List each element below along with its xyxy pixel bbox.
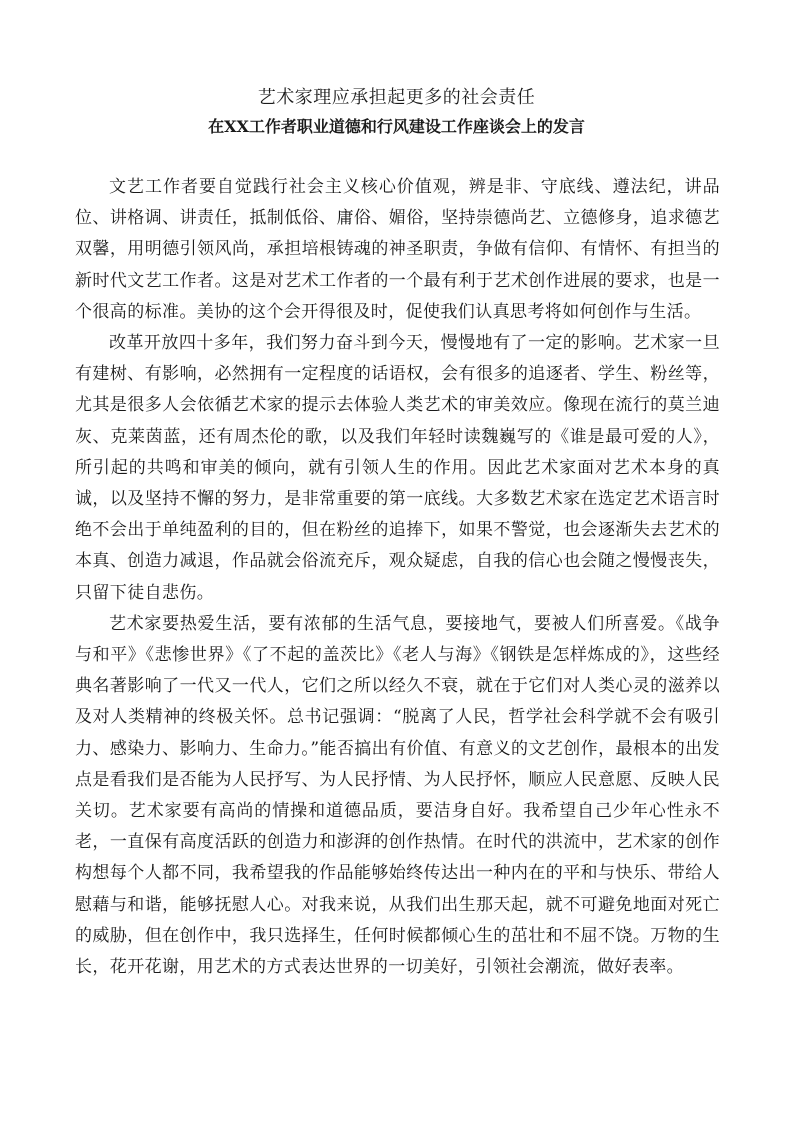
paragraph-1: 文艺工作者要自觉践行社会主义核心价值观，辨是非、守底线、遵法纪，讲品位、讲格调、讲责任，抵制低俗、庸俗、媚俗，坚持崇德尚艺、立德修身，追求德艺双馨，用明德引领风尚，承担培根铸魂的神圣职责，争做有信仰、有情怀、有担当的新时代文艺工作者。这是对艺术工作者的一个最有利于艺术创作进展的要求，也是一个很高的标准。美协的这个会开得很及时，促使我们认真思考将如何创作与生活。 [75, 177, 720, 322]
document-title: 艺术家理应承担起更多的社会责任 [257, 87, 536, 108]
document-subtitle: 在XX工作者职业道德和行风建设工作座谈会上的发言 [208, 117, 585, 136]
paragraph-2: 改革开放四十多年，我们努力奋斗到今天，慢慢地有了一定的影响。艺术家一旦有建树、有影响，必然拥有一定程度的话语权，会有很多的追逐者、学生、粉丝等，尤其是很多人会依循艺术家的提示去体验人类艺术的审美效应。像现在流行的莫兰迪灰、克莱茵蓝，还有周杰伦的歌，以及我们年轻时读魏巍写的《谁是最可爱的人》，所引起的共鸣和审美的倾向，就有引领人生的作用。因此艺术家面对艺术本身的真诚，以及坚持不懈的努力，是非常重要的第一底线。大多数艺术家在选定艺术语言时绝不会出于单纯盈利的目的，但在粉丝的追捧下，如果不警觉，也会逐渐失去艺术的本真、创造力减退，作品就会俗流充斥，观众疑虑，自我的信心也会随之慢慢丧失，只留下徒自悲伤。 [75, 333, 720, 603]
document-body [75, 172, 720, 983]
paragraph-3: 艺术家要热爱生活，要有浓郁的生活气息，要接地气，要被人们所喜爱。《战争与和平》《悲惨世界》《了不起的盖茨比》《老人与海》《钢铁是怎样炼成的》，这些经典名著影响了一代又一代人，它们之所以经久不衰，就在于它们对人类心灵的滋养以及对人类精神的终极关怀。总书记强调：“脱离了人民，哲学社会科学就不会有吸引力、感染力、影响力、生命力。”能否搞出有价值、有意义的文艺创作，最根本的出发点是看我们是否能为人民抒写、为人民抒情、为人民抒怀，顺应人民意愿、反映人民关切。艺术家要有高尚的情操和道德品质，要洁身自好。我希望自己少年心性永不老，一直保有高度活跃的创造力和澎湃的创作热情。在时代的洪流中，艺术家的创作构想每个人都不同，我希望我的作品能够始终传达出一种内在的平和与快乐、带给人慰藉与和谐，能够抚慰人心。对我来说，从我们出生那天起，就不可避免地面对死亡的威胁，但在创作中，我只选择生，任何时候都倾心生的茁壮和不屈不饶。万物的生长，花开花谢，用艺术的方式表达世界的一切美好，引领社会潮流，做好表率。 [75, 613, 720, 978]
